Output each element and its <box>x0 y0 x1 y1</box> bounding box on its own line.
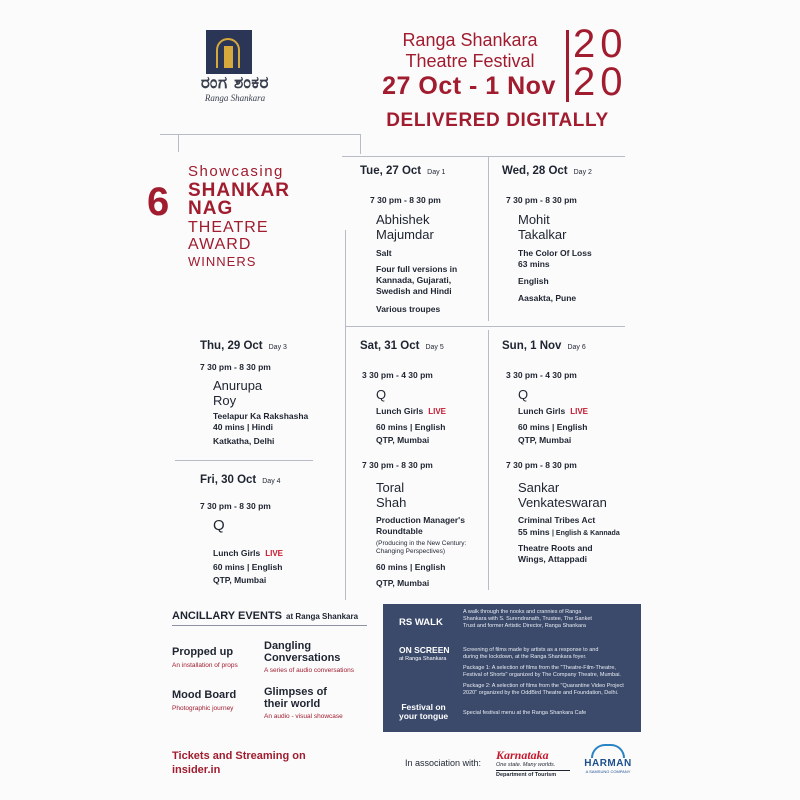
day1-block <box>360 165 445 177</box>
day-number: Day 6 <box>567 344 586 351</box>
year-top: 20 <box>573 22 628 66</box>
event-mood-board: Mood Board Photographic journey <box>172 689 237 712</box>
schedule-mid-rule <box>345 326 625 327</box>
play-duration: 60 mins | English <box>376 422 446 432</box>
logo-kannada-text: ರಂಗ ಶಂಕರ <box>200 73 270 93</box>
showtime: 7 30 pm - 8 30 pm <box>370 195 441 205</box>
day-number: Day 2 <box>573 169 592 176</box>
play-duration: 60 mins | English <box>518 422 588 432</box>
showcase-rule-vertical <box>178 134 179 152</box>
day-label: Sat, 31 Oct Day 5 <box>360 340 444 352</box>
festival-title-line2: Theatre Festival <box>405 51 535 71</box>
association-label: In association with: <box>405 758 482 768</box>
play-title: Production Manager's Roundtable <box>376 515 465 536</box>
troupe-name: QTP, Mumbai <box>376 578 430 588</box>
play-description: Four full versions in Kannada, Gujarati, Swedish and Hindi <box>376 264 458 296</box>
schedule-col-divider-top <box>488 156 489 321</box>
thu-fri-rule <box>175 460 313 461</box>
day-number: Day 5 <box>425 344 444 351</box>
on-screen-title: ON SCREEN at Ranga Shankara <box>399 645 450 662</box>
showtime-evening: 7 30 pm - 8 30 pm <box>362 460 433 470</box>
showtime: 7 30 pm - 8 30 pm <box>200 362 271 372</box>
showcase-line3: NAG <box>188 198 234 219</box>
play-duration: 60 mins | English <box>376 562 446 572</box>
logo-english-text: Ranga Shankara <box>204 93 266 103</box>
day-label: Tue, 27 Oct Day 1 <box>360 165 446 177</box>
artist-name: Sankar Venkateswaran <box>518 480 607 510</box>
header-rule <box>160 134 360 135</box>
play-title: Lunch Girls LIVE <box>213 548 284 558</box>
karnataka-tourism-logo: Karnataka One state. Many worlds. Department of Tourism <box>496 748 570 778</box>
troupe-name: QTP, Mumbai <box>213 575 267 585</box>
festival-title-line1: Ranga Shankara <box>402 30 538 50</box>
event-glimpses: Glimpses of their world An audio - visual showcase <box>264 686 343 720</box>
play-note: (Producing in the New Century: Changing Perspectives) <box>376 540 467 555</box>
header-divider <box>566 30 569 102</box>
play-language: English <box>518 276 549 286</box>
day5-block <box>360 340 444 352</box>
showtime-evening: 7 30 pm - 8 30 pm <box>506 460 577 470</box>
artist-name: Q <box>518 387 529 402</box>
harman-logo: HARMAN A SAMSUNG COMPANY <box>578 744 638 774</box>
troupe-name: QTP, Mumbai <box>518 435 572 445</box>
showcase-line2: SHANKAR <box>188 180 290 201</box>
schedule-col-divider-bottom <box>488 330 489 590</box>
troupe-name: Theatre Roots and Wings, Attappadi <box>518 543 593 564</box>
artist-name: Anurupa Roy <box>213 378 263 408</box>
play-duration: 55 mins | English & Kannada <box>518 527 620 537</box>
day-label: Thu, 29 Oct Day 3 <box>200 340 287 352</box>
ancillary-title: ANCILLARY EVENTS at Ranga Shankara <box>172 610 359 622</box>
event-propped-up: Propped up An installation of props <box>172 646 238 669</box>
harman-arc-icon <box>591 744 625 758</box>
day-number: Day 3 <box>268 344 287 351</box>
day-label: Fri, 30 Oct Day 4 <box>200 474 281 486</box>
play-title: Lunch Girls LIVE <box>518 406 589 416</box>
showcase-line6: WINNERS <box>188 254 257 269</box>
ancillary-rule <box>172 625 367 626</box>
day-number: Day 1 <box>427 169 446 176</box>
day3-block <box>200 340 287 352</box>
troupe-name: Katkatha, Delhi <box>213 436 275 446</box>
artist-name: Mohit Takalkar <box>518 212 567 242</box>
troupe-name: Aasakta, Pune <box>518 293 577 303</box>
artist-name: Q <box>213 517 225 534</box>
rs-walk-title: RS WALK <box>399 617 443 628</box>
troupe-name: QTP, Mumbai <box>376 435 430 445</box>
day-label: Wed, 28 Oct Day 2 <box>502 165 592 177</box>
play-duration: 60 mins | English <box>213 562 283 572</box>
delivered-digitally: DELIVERED DIGITALLY <box>386 110 609 131</box>
ancillary-venue: at Ranga Shankara <box>286 612 359 621</box>
header-rule-vertical <box>360 134 361 154</box>
artist-name: Abhishek Majumdar <box>376 212 434 242</box>
day4-block <box>200 474 281 486</box>
troupe-name: Various troupes <box>376 304 441 314</box>
live-badge: LIVE <box>265 549 284 558</box>
showtime-matinee: 3 30 pm - 4 30 pm <box>362 370 433 380</box>
showcase-number: 6 <box>147 180 170 224</box>
schedule-left-divider <box>345 230 346 600</box>
showtime-matinee: 3 30 pm - 4 30 pm <box>506 370 577 380</box>
day6-block <box>502 340 586 352</box>
day-number: Day 4 <box>262 478 281 485</box>
on-screen-description: Screening of films made by artists as a response to and during the lockdown, at the Ranga Shankara foyer. Package 1: A selection of films from the "Theatre-Film-Theatre, Festival of Shorts" organized by The Company Theatre, Mumbai. Package 2: A selection of films from the "Quarantine Video Project 2020" organized by the OddBird Theatre and Foundation, Delhi. <box>463 647 624 696</box>
festival-dates: 27 Oct - 1 Nov <box>382 72 556 100</box>
play-title: The Color Of Loss 63 mins <box>518 248 592 269</box>
showcase-line1: Showcasing <box>188 163 284 180</box>
event-dangling-conversations: Dangling Conversations A series of audio conversations <box>264 640 354 674</box>
ranga-shankara-logo-icon <box>206 30 252 74</box>
day-label: Sun, 1 Nov Day 6 <box>502 340 586 352</box>
play-title: Teelapur Ka Rakshasha 40 mins | Hindi <box>213 411 309 432</box>
play-title: Criminal Tribes Act <box>518 515 596 525</box>
festival-on-your-tongue-title: Festival on your tongue <box>399 702 449 721</box>
showcase-line4: THEATRE <box>188 219 269 236</box>
showcase-line5: AWARD <box>188 236 252 253</box>
tickets-link[interactable]: Tickets and Streaming on insider.in <box>172 750 306 776</box>
live-badge: LIVE <box>428 407 447 416</box>
live-badge: LIVE <box>570 407 589 416</box>
day2-block <box>502 165 592 177</box>
year-bottom: 20 <box>573 60 628 104</box>
showtime: 7 30 pm - 8 30 pm <box>506 195 577 205</box>
rs-walk-description: A walk through the nooks and crannies of Ranga Shankara with S. Surendranath, Trustee, The Sanket Trust and former Artistic Director, Ranga Shankara <box>463 609 592 629</box>
info-box <box>383 604 641 732</box>
artist-name: Toral Shah <box>376 480 407 510</box>
showtime: 7 30 pm - 8 30 pm <box>200 501 271 511</box>
schedule-top-rule <box>342 156 625 157</box>
festival-on-your-tongue-description: Special festival menu at the Ranga Shankara Cafe <box>463 710 587 716</box>
play-title: Salt <box>376 248 392 258</box>
artist-name: Q <box>376 387 387 402</box>
play-title: Lunch Girls LIVE <box>376 406 447 416</box>
